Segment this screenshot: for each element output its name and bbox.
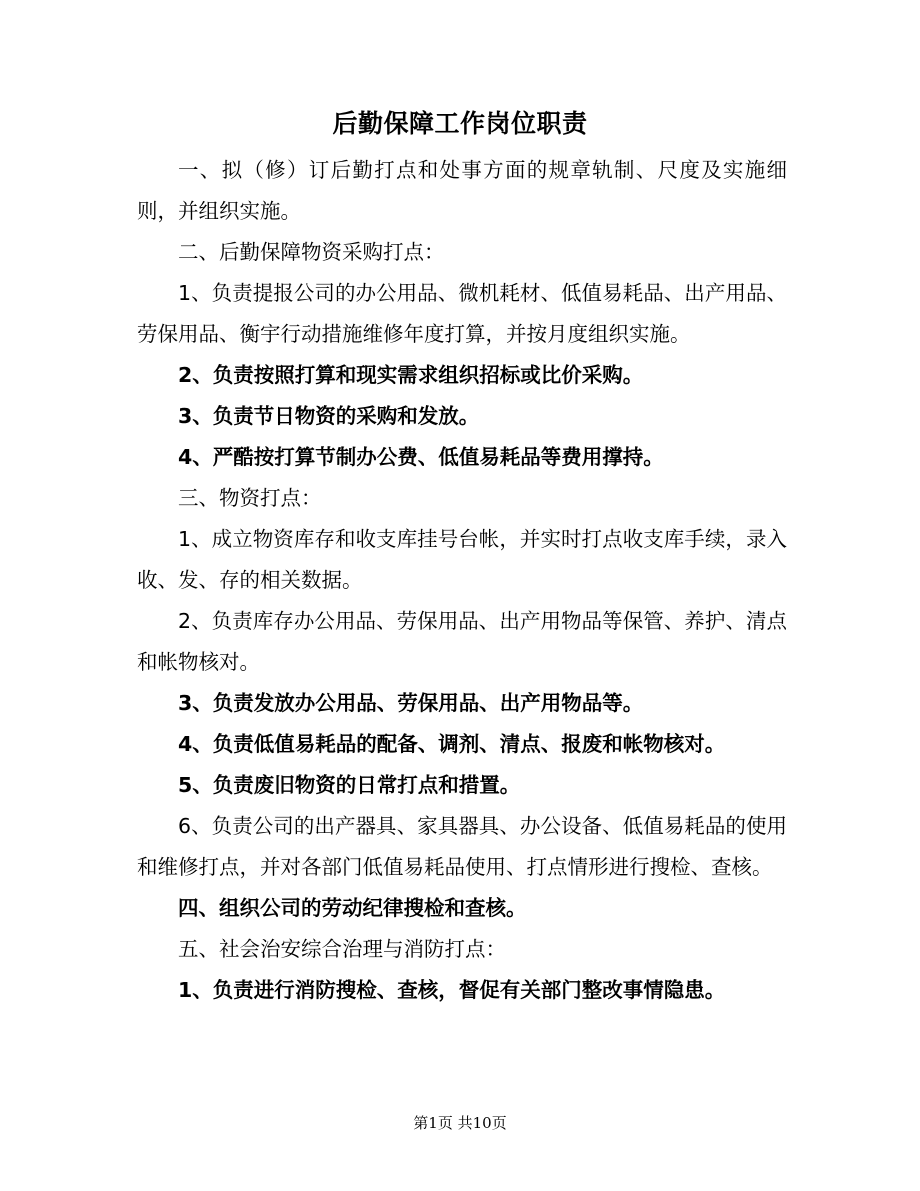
paragraph: 4、负责低值易耗品的配备、调剂、清点、报废和帐物核对。 [178, 732, 726, 756]
paragraph: 四、组织公司的劳动纪律搜检和查核。 [178, 896, 527, 920]
paragraph: 3、负责节日物资的采购和发放。 [178, 404, 480, 428]
paragraph: 一、拟（修）订后勤打点和处事方面的规章轨制、尺度及实施细则，并组织实施。 [137, 158, 787, 223]
paragraph: 5、负责废旧物资的日常打点和措置。 [178, 773, 521, 797]
paragraph: 4、严酷按打算节制办公费、低值易耗品等费用撑持。 [178, 445, 664, 469]
page-title: 后勤保障工作岗位职责 [332, 109, 588, 138]
paragraph: 二、后勤保障物资采购打点： [178, 240, 445, 264]
paragraph: 2、负责库存办公用品、劳保用品、出产用物品等保管、养护、清点和帐物核对。 [137, 609, 787, 674]
paragraph: 2、负责按照打算和现实需求组织招标或比价采购。 [178, 363, 644, 387]
paragraph: 1、负责进行消防搜检、查核，督促有关部门整改事情隐患。 [178, 978, 726, 1002]
paragraph: 3、负责发放办公用品、劳保用品、出产用物品等。 [178, 691, 644, 715]
paragraph: 6、负责公司的出产器具、家具器具、办公设备、低值易耗品的使用和维修打点，并对各部门低值易耗品使用、打点情形进行搜检、查核。 [137, 814, 787, 879]
paragraph: 1、成立物资库存和收支库挂号台帐，并实时打点收支库手续，录入收、发、存的相关数据。 [137, 527, 787, 592]
paragraph: 1、负责提报公司的办公用品、微机耗材、低值易耗品、出产用品、劳保用品、衡宇行动措施维修年度打算，并按月度组织实施。 [137, 281, 787, 346]
paragraph: 三、物资打点： [178, 486, 322, 510]
document-body [137, 150, 787, 1011]
page-number-footer: 第1页 共10页 [413, 1114, 507, 1132]
paragraph: 五、社会治安综合治理与消防打点： [178, 937, 506, 961]
